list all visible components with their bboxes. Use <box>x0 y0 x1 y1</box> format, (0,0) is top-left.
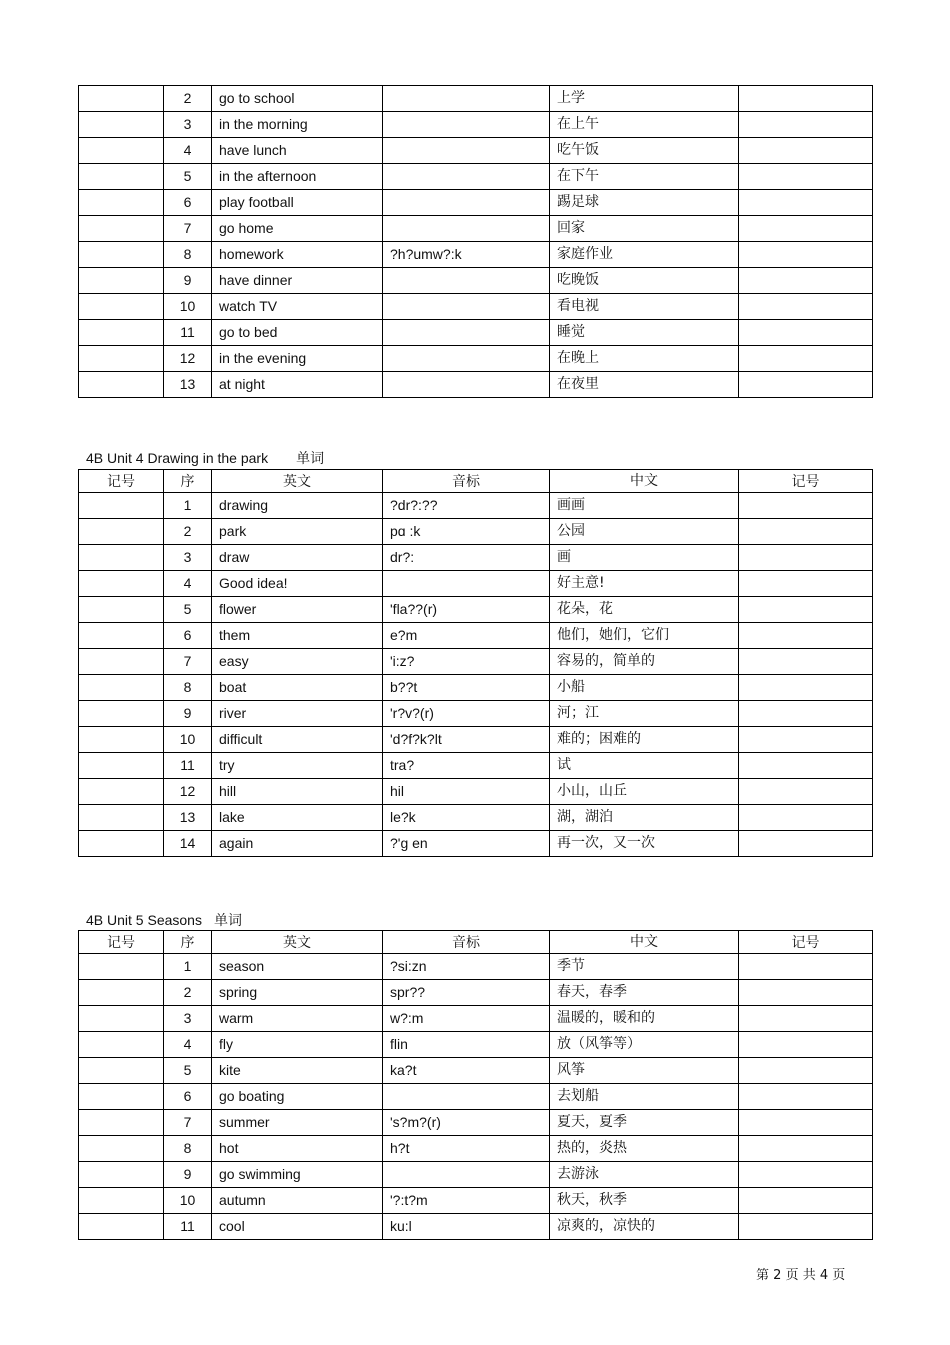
column-header: 序 <box>164 931 212 954</box>
column-header: 英文 <box>212 470 383 493</box>
mark-cell <box>79 1162 164 1188</box>
chinese-meaning: 季节 <box>550 954 739 980</box>
mark-cell <box>79 86 164 112</box>
mark-cell <box>79 954 164 980</box>
english-word: have lunch <box>212 138 383 164</box>
phonetic: spr?? <box>383 980 550 1006</box>
mark-cell <box>79 112 164 138</box>
mark-cell <box>79 831 164 857</box>
phonetic: hil <box>383 779 550 805</box>
mark-cell <box>739 675 873 701</box>
table-row <box>79 164 873 190</box>
chinese-meaning: 在上午 <box>550 112 739 138</box>
column-header: 记号 <box>79 931 164 954</box>
table-row <box>79 623 873 649</box>
column-header: 音标 <box>383 931 550 954</box>
chinese-meaning: 河；江 <box>550 701 739 727</box>
english-word: go boating <box>212 1084 383 1110</box>
mark-cell <box>79 268 164 294</box>
mark-cell <box>739 372 873 398</box>
unit4-word-label: 单词 <box>296 450 325 466</box>
mark-cell <box>739 701 873 727</box>
mark-cell <box>79 980 164 1006</box>
phonetic <box>383 372 550 398</box>
row-number: 6 <box>164 623 212 649</box>
mark-cell <box>79 1084 164 1110</box>
unit5-word-label: 单词 <box>213 912 242 928</box>
table-row <box>79 649 873 675</box>
english-word: easy <box>212 649 383 675</box>
row-number: 5 <box>164 597 212 623</box>
phonetic <box>383 571 550 597</box>
phonetic <box>383 346 550 372</box>
mark-cell <box>79 1214 164 1240</box>
english-word: them <box>212 623 383 649</box>
chinese-meaning: 好主意! <box>550 571 739 597</box>
row-number: 12 <box>164 779 212 805</box>
table-row <box>79 1110 873 1136</box>
vocab-table-body <box>79 86 873 398</box>
mark-cell <box>739 1032 873 1058</box>
english-word: hot <box>212 1136 383 1162</box>
table-row <box>79 779 873 805</box>
english-word: play football <box>212 190 383 216</box>
table-row <box>79 216 873 242</box>
row-number: 4 <box>164 138 212 164</box>
row-number: 8 <box>164 675 212 701</box>
chinese-meaning: 温暖的，暖和的 <box>550 1006 739 1032</box>
chinese-meaning: 上学 <box>550 86 739 112</box>
mark-cell <box>79 519 164 545</box>
row-number: 13 <box>164 805 212 831</box>
phonetic: 'i:z? <box>383 649 550 675</box>
english-word: go to bed <box>212 320 383 346</box>
row-number: 9 <box>164 701 212 727</box>
phonetic: 'd?f?k?lt <box>383 727 550 753</box>
footer-pre: 第 <box>756 1268 770 1283</box>
chinese-meaning: 回家 <box>550 216 739 242</box>
phonetic: dr?: <box>383 545 550 571</box>
row-number: 6 <box>164 1084 212 1110</box>
footer-mid: 页 共 <box>785 1268 816 1283</box>
mark-cell <box>739 1084 873 1110</box>
mark-cell <box>79 1188 164 1214</box>
chinese-meaning: 画画 <box>550 493 739 519</box>
row-number: 3 <box>164 112 212 138</box>
phonetic <box>383 1084 550 1110</box>
column-header: 音标 <box>383 470 550 493</box>
table-row <box>79 831 873 857</box>
phonetic <box>383 86 550 112</box>
table-row <box>79 1188 873 1214</box>
mark-cell <box>739 727 873 753</box>
chinese-meaning: 去游泳 <box>550 1162 739 1188</box>
english-word: drawing <box>212 493 383 519</box>
phonetic: ku:l <box>383 1214 550 1240</box>
mark-cell <box>79 190 164 216</box>
english-word: kite <box>212 1058 383 1084</box>
mark-cell <box>739 571 873 597</box>
english-word: go to school <box>212 86 383 112</box>
mark-cell <box>739 1110 873 1136</box>
mark-cell <box>739 597 873 623</box>
mark-cell <box>739 545 873 571</box>
mark-cell <box>79 138 164 164</box>
row-number: 9 <box>164 268 212 294</box>
chinese-meaning: 热的，炎热 <box>550 1136 739 1162</box>
english-word: boat <box>212 675 383 701</box>
chinese-meaning: 凉爽的，凉快的 <box>550 1214 739 1240</box>
row-number: 7 <box>164 1110 212 1136</box>
chinese-meaning: 容易的，简单的 <box>550 649 739 675</box>
row-number: 13 <box>164 372 212 398</box>
chinese-meaning: 再一次，又一次 <box>550 831 739 857</box>
phonetic: b??t <box>383 675 550 701</box>
row-number: 10 <box>164 727 212 753</box>
mark-cell <box>739 779 873 805</box>
chinese-meaning: 放（风筝等） <box>550 1032 739 1058</box>
mark-cell <box>79 1058 164 1084</box>
mark-cell <box>739 493 873 519</box>
mark-cell <box>79 493 164 519</box>
mark-cell <box>739 805 873 831</box>
row-number: 14 <box>164 831 212 857</box>
mark-cell <box>739 753 873 779</box>
english-word: lake <box>212 805 383 831</box>
english-word: draw <box>212 545 383 571</box>
chinese-meaning: 湖，湖泊 <box>550 805 739 831</box>
chinese-meaning: 难的；困难的 <box>550 727 739 753</box>
english-word: in the afternoon <box>212 164 383 190</box>
row-number: 2 <box>164 980 212 1006</box>
mark-cell <box>739 164 873 190</box>
chinese-meaning: 夏天，夏季 <box>550 1110 739 1136</box>
mark-cell <box>79 675 164 701</box>
table-row <box>79 86 873 112</box>
table-row <box>79 980 873 1006</box>
mark-cell <box>739 1058 873 1084</box>
vocab-table-unit5 <box>78 930 873 1240</box>
row-number: 3 <box>164 1006 212 1032</box>
english-word: again <box>212 831 383 857</box>
phonetic: 's?m?(r) <box>383 1110 550 1136</box>
chinese-meaning: 花朵，花 <box>550 597 739 623</box>
footer-total-pages: 4 <box>819 1268 829 1283</box>
phonetic: ?h?umw?:k <box>383 242 550 268</box>
table-row <box>79 571 873 597</box>
row-number: 7 <box>164 649 212 675</box>
phonetic: ?'ɡ en <box>383 831 550 857</box>
chinese-meaning: 在夜里 <box>550 372 739 398</box>
english-word: go home <box>212 216 383 242</box>
english-word: fly <box>212 1032 383 1058</box>
mark-cell <box>79 805 164 831</box>
english-word: have dinner <box>212 268 383 294</box>
mark-cell <box>739 1188 873 1214</box>
row-number: 3 <box>164 545 212 571</box>
mark-cell <box>79 623 164 649</box>
vocab-table-body <box>79 470 873 857</box>
chinese-meaning: 画 <box>550 545 739 571</box>
chinese-meaning: 春天，春季 <box>550 980 739 1006</box>
mark-cell <box>79 1110 164 1136</box>
phonetic <box>383 294 550 320</box>
row-number: 12 <box>164 346 212 372</box>
table-header-row <box>79 931 873 954</box>
phonetic: h?t <box>383 1136 550 1162</box>
table-row <box>79 597 873 623</box>
row-number: 1 <box>164 493 212 519</box>
mark-cell <box>739 112 873 138</box>
table-row <box>79 954 873 980</box>
mark-cell <box>79 346 164 372</box>
mark-cell <box>79 753 164 779</box>
table-row <box>79 320 873 346</box>
row-number: 10 <box>164 1188 212 1214</box>
row-number: 9 <box>164 1162 212 1188</box>
mark-cell <box>739 320 873 346</box>
chinese-meaning: 试 <box>550 753 739 779</box>
row-number: 4 <box>164 1032 212 1058</box>
chinese-meaning: 秋天，秋季 <box>550 1188 739 1214</box>
chinese-meaning: 家庭作业 <box>550 242 739 268</box>
english-word: go swimming <box>212 1162 383 1188</box>
mark-cell <box>739 346 873 372</box>
mark-cell <box>739 1162 873 1188</box>
table-row <box>79 519 873 545</box>
phonetic <box>383 320 550 346</box>
table-row <box>79 1084 873 1110</box>
column-header: 记号 <box>739 470 873 493</box>
unit4-title: 4B Unit 4 Drawing in the park <box>86 450 269 466</box>
phonetic <box>383 190 550 216</box>
vocab-table-body <box>79 931 873 1240</box>
mark-cell <box>79 649 164 675</box>
mark-cell <box>739 294 873 320</box>
english-word: autumn <box>212 1188 383 1214</box>
mark-cell <box>79 294 164 320</box>
vocab-table-1 <box>78 85 873 398</box>
row-number: 10 <box>164 294 212 320</box>
mark-cell <box>79 1032 164 1058</box>
table-header-row <box>79 470 873 493</box>
mark-cell <box>79 1006 164 1032</box>
table-row <box>79 268 873 294</box>
row-number: 8 <box>164 1136 212 1162</box>
table-row <box>79 753 873 779</box>
page-footer <box>756 1264 845 1283</box>
english-word: at night <box>212 372 383 398</box>
mark-cell <box>79 545 164 571</box>
table-row <box>79 1032 873 1058</box>
mark-cell <box>739 831 873 857</box>
mark-cell <box>739 1136 873 1162</box>
mark-cell <box>739 86 873 112</box>
english-word: Good idea! <box>212 571 383 597</box>
mark-cell <box>739 216 873 242</box>
phonetic: ?dr?:?? <box>383 493 550 519</box>
english-word: homework <box>212 242 383 268</box>
row-number: 11 <box>164 1214 212 1240</box>
mark-cell <box>739 268 873 294</box>
english-word: river <box>212 701 383 727</box>
table-row <box>79 1136 873 1162</box>
english-word: park <box>212 519 383 545</box>
mark-cell <box>79 242 164 268</box>
mark-cell <box>739 190 873 216</box>
row-number: 2 <box>164 86 212 112</box>
mark-cell <box>79 164 164 190</box>
row-number: 6 <box>164 190 212 216</box>
chinese-meaning: 风筝 <box>550 1058 739 1084</box>
phonetic: pɑ :k <box>383 519 550 545</box>
mark-cell <box>79 1136 164 1162</box>
chinese-meaning: 睡觉 <box>550 320 739 346</box>
english-word: try <box>212 753 383 779</box>
row-number: 8 <box>164 242 212 268</box>
column-header: 序 <box>164 470 212 493</box>
phonetic: ?si:zn <box>383 954 550 980</box>
unit5-caption <box>86 910 242 930</box>
chinese-meaning: 他们，她们，它们 <box>550 623 739 649</box>
footer-post: 页 <box>832 1268 846 1283</box>
phonetic: tra? <box>383 753 550 779</box>
phonetic <box>383 216 550 242</box>
vocab-table-unit4 <box>78 469 873 857</box>
column-header: 记号 <box>79 470 164 493</box>
row-number: 2 <box>164 519 212 545</box>
chinese-meaning: 在晚上 <box>550 346 739 372</box>
table-row <box>79 138 873 164</box>
table-row <box>79 493 873 519</box>
chinese-meaning: 在下午 <box>550 164 739 190</box>
english-word: watch TV <box>212 294 383 320</box>
english-word: warm <box>212 1006 383 1032</box>
table-row <box>79 1058 873 1084</box>
phonetic <box>383 112 550 138</box>
english-word: flower <box>212 597 383 623</box>
column-header: 中文 <box>550 931 739 954</box>
english-word: summer <box>212 1110 383 1136</box>
table-row <box>79 1006 873 1032</box>
english-word: cool <box>212 1214 383 1240</box>
phonetic: '?:t?m <box>383 1188 550 1214</box>
mark-cell <box>739 649 873 675</box>
mark-cell <box>739 1006 873 1032</box>
chinese-meaning: 吃晚饭 <box>550 268 739 294</box>
mark-cell <box>739 980 873 1006</box>
mark-cell <box>739 519 873 545</box>
mark-cell <box>79 571 164 597</box>
english-word: spring <box>212 980 383 1006</box>
mark-cell <box>739 623 873 649</box>
chinese-meaning: 看电视 <box>550 294 739 320</box>
mark-cell <box>79 597 164 623</box>
phonetic: e?m <box>383 623 550 649</box>
mark-cell <box>739 138 873 164</box>
row-number: 11 <box>164 320 212 346</box>
mark-cell <box>79 701 164 727</box>
unit4-caption <box>86 448 324 468</box>
table-row <box>79 1214 873 1240</box>
table-row <box>79 675 873 701</box>
column-header: 记号 <box>739 931 873 954</box>
table-row <box>79 190 873 216</box>
mark-cell <box>79 216 164 242</box>
phonetic <box>383 138 550 164</box>
chinese-meaning: 踢足球 <box>550 190 739 216</box>
phonetic: 'r?v?(r) <box>383 701 550 727</box>
row-number: 1 <box>164 954 212 980</box>
row-number: 4 <box>164 571 212 597</box>
table-row <box>79 242 873 268</box>
mark-cell <box>79 320 164 346</box>
english-word: season <box>212 954 383 980</box>
phonetic: flin <box>383 1032 550 1058</box>
mark-cell <box>739 1214 873 1240</box>
table-row <box>79 372 873 398</box>
table-row <box>79 805 873 831</box>
column-header: 中文 <box>550 470 739 493</box>
mark-cell <box>79 372 164 398</box>
phonetic <box>383 1162 550 1188</box>
footer-page-number: 2 <box>773 1268 782 1283</box>
table-row <box>79 701 873 727</box>
mark-cell <box>79 727 164 753</box>
table-row <box>79 346 873 372</box>
phonetic: 'fla??(r) <box>383 597 550 623</box>
chinese-meaning: 去划船 <box>550 1084 739 1110</box>
table-row <box>79 294 873 320</box>
phonetic: w?:m <box>383 1006 550 1032</box>
column-header: 英文 <box>212 931 383 954</box>
mark-cell <box>739 242 873 268</box>
mark-cell <box>79 779 164 805</box>
row-number: 5 <box>164 164 212 190</box>
english-word: in the morning <box>212 112 383 138</box>
phonetic <box>383 164 550 190</box>
phonetic: ka?t <box>383 1058 550 1084</box>
english-word: hill <box>212 779 383 805</box>
table-row <box>79 1162 873 1188</box>
phonetic: le?k <box>383 805 550 831</box>
chinese-meaning: 小山，山丘 <box>550 779 739 805</box>
mark-cell <box>739 954 873 980</box>
chinese-meaning: 吃午饭 <box>550 138 739 164</box>
row-number: 11 <box>164 753 212 779</box>
row-number: 5 <box>164 1058 212 1084</box>
table-row <box>79 727 873 753</box>
english-word: in the evening <box>212 346 383 372</box>
table-row <box>79 545 873 571</box>
unit5-title: 4B Unit 5 Seasons <box>86 912 202 928</box>
chinese-meaning: 公园 <box>550 519 739 545</box>
chinese-meaning: 小船 <box>550 675 739 701</box>
english-word: difficult <box>212 727 383 753</box>
row-number: 7 <box>164 216 212 242</box>
table-row <box>79 112 873 138</box>
phonetic <box>383 268 550 294</box>
